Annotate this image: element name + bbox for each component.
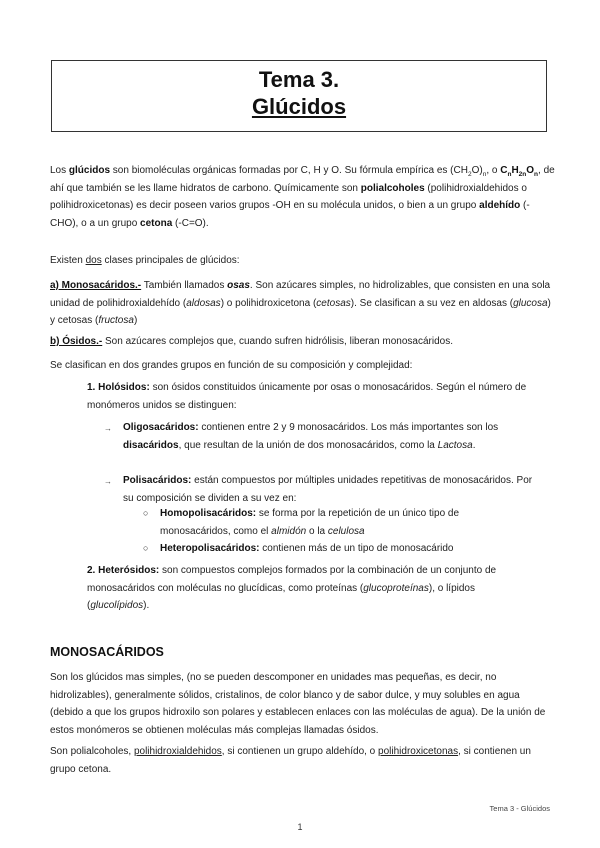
circle-bullet-icon: ○ bbox=[143, 543, 149, 553]
monosacaridos-paragraph: Son los glúcidos mas simples, (no se pueden descomponer en unidades mas pequeñas, es decir, no hidrolizables), generalmente sólidos, cristalinos, de color blanco y de sabor dulce, y muy solubles en agua (debido a que los grupos hidroxilo son polares y establecen enlaces con las moléculas de agua). De la unión de estos monómeros se obtienen moléculas más complejas llamadas ósidos. bbox=[50, 672, 546, 736]
homopolisacaridos-item: Homopolisacáridos: se forma por la repetición de un único tipo de monosacáridos, como el almidón o la celulosa bbox=[160, 508, 460, 537]
polisacaridos-item: Polisacáridos: están compuestos por múltiples unidades repetitivas de monosacáridos. Por su composición se dividen a su vez en: bbox=[123, 475, 533, 504]
osidos-definition: b) Ósidos.- Son azúcares complejos que, cuando sufren hidrólisis, liberan monosacáridos. bbox=[50, 336, 453, 347]
classify-paragraph: Se clasifican en dos grandes grupos en función de su composición y complejidad: bbox=[50, 360, 413, 371]
title-box bbox=[51, 60, 547, 132]
intro-paragraph: Los glúcidos son biomoléculas orgánicas formadas por C, H y O. Su fórmula empírica es $(CH_2O)_n$, o $C_nH_{2n}O_n$, de ahí que también se les llame hidratos de carbono. Químicamente son polialcoholes (polihidroxialdehidos o polihidroxicetonas) es decir poseen varios grupos -OH en su molécula unidos, o bien a un grupo aldehído (-CHO), o a un grupo cetona (-C=O). bbox=[50, 165, 555, 229]
heteropolisacaridos-item: Heteropolisacáridos: contienen más de un tipo de monosacárido bbox=[160, 543, 454, 554]
page-number: 1 bbox=[297, 822, 303, 832]
circle-bullet-icon: ○ bbox=[143, 508, 149, 518]
arrow-icon: → bbox=[104, 424, 112, 433]
monosacaridos-definition: a) Monosacáridos.- También llamados osas. Son azúcares simples, no hidrolizables, que consisten en una sola unidad de polihidroxialdehído (aldosas) o polihidroxicetona (cetosas). Se clasifican a su vez en aldosas (glucosa) y cetosas (fructosa) bbox=[50, 280, 551, 326]
running-footer: Tema 3 - Glúcidos bbox=[489, 804, 550, 813]
title-subheading: Glúcidos bbox=[251, 94, 347, 119]
classes-paragraph: Existen dos clases principales de glúcidos: bbox=[50, 255, 240, 266]
arrow-icon: → bbox=[104, 477, 112, 486]
section-heading: MONOSACÁRIDOS bbox=[50, 645, 164, 659]
oligosacaridos-item: Oligosacáridos: contienen entre 2 y 9 monosacáridos. Los más importantes son los disacáridos, que resultan de la unión de dos monosacáridos, como la Lactosa. bbox=[123, 422, 499, 451]
holosidos-paragraph: 1. Holósidos: son ósidos constituidos únicamente por osas o monosacáridos. Según el número de monómeros unidos se distinguen: bbox=[87, 382, 527, 411]
polialcoholes-paragraph: Son polialcoholes, polihidroxialdehidos, si contienen un grupo aldehído, o polihidroxicetonas, si contienen un grupo cetona. bbox=[50, 746, 531, 775]
heterosidos-paragraph: 2. Heterósidos: son compuestos complejos formados por la combinación de un conjunto de monosacáridos con moléculas no glucídicas, como proteínas (glucoproteínas), o lípidos (glucolípidos). bbox=[87, 565, 497, 611]
title-heading: Tema 3. bbox=[258, 67, 340, 92]
